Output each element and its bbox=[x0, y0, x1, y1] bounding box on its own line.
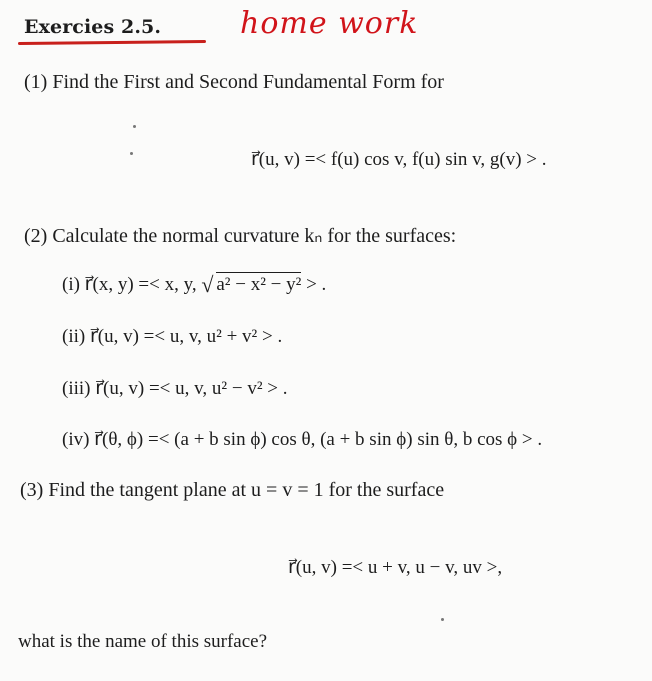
problem-2-item-iii: (iii) r⃗(u, v) =< u, v, u² − v² > . bbox=[62, 378, 288, 399]
problem-3-equation: r⃗(u, v) =< u + v, u − v, uv >, bbox=[288, 557, 503, 578]
scan-speck bbox=[441, 618, 444, 621]
scan-speck bbox=[130, 152, 133, 155]
scan-speck bbox=[133, 125, 136, 128]
problem-3-text: (3) Find the tangent plane at u = v = 1 for the surface bbox=[20, 479, 445, 501]
item-i-prefix: (i) r⃗(x, y) =< x, y, bbox=[62, 274, 202, 295]
item-i-suffix: > . bbox=[301, 274, 327, 295]
item-i-radicand: a² − x² − y² bbox=[216, 274, 302, 295]
problem-2-item-iv: (iv) r⃗(θ, ϕ) =< (a + b sin ϕ) cos θ, (a + b sin ϕ) sin θ, b cos ϕ > . bbox=[62, 429, 543, 450]
problem-2-text: (2) Calculate the normal curvature kₙ for the surfaces: bbox=[24, 225, 457, 247]
problem-1-text: (1) Find the First and Second Fundamental Form for bbox=[24, 71, 444, 93]
problem-2-item-i bbox=[62, 273, 326, 296]
problem-1-equation: r⃗(u, v) =< f(u) cos v, f(u) sin v, g(v) > . bbox=[251, 149, 547, 170]
square-root bbox=[201, 274, 301, 296]
problem-2-item-ii: (ii) r⃗(u, v) =< u, v, u² + v² > . bbox=[62, 326, 283, 347]
section-title: Exercies 2.5. bbox=[24, 16, 162, 38]
handwritten-note: home work bbox=[240, 6, 419, 41]
problem-3-question: what is the name of this surface? bbox=[18, 631, 268, 652]
title-underline bbox=[18, 40, 206, 45]
